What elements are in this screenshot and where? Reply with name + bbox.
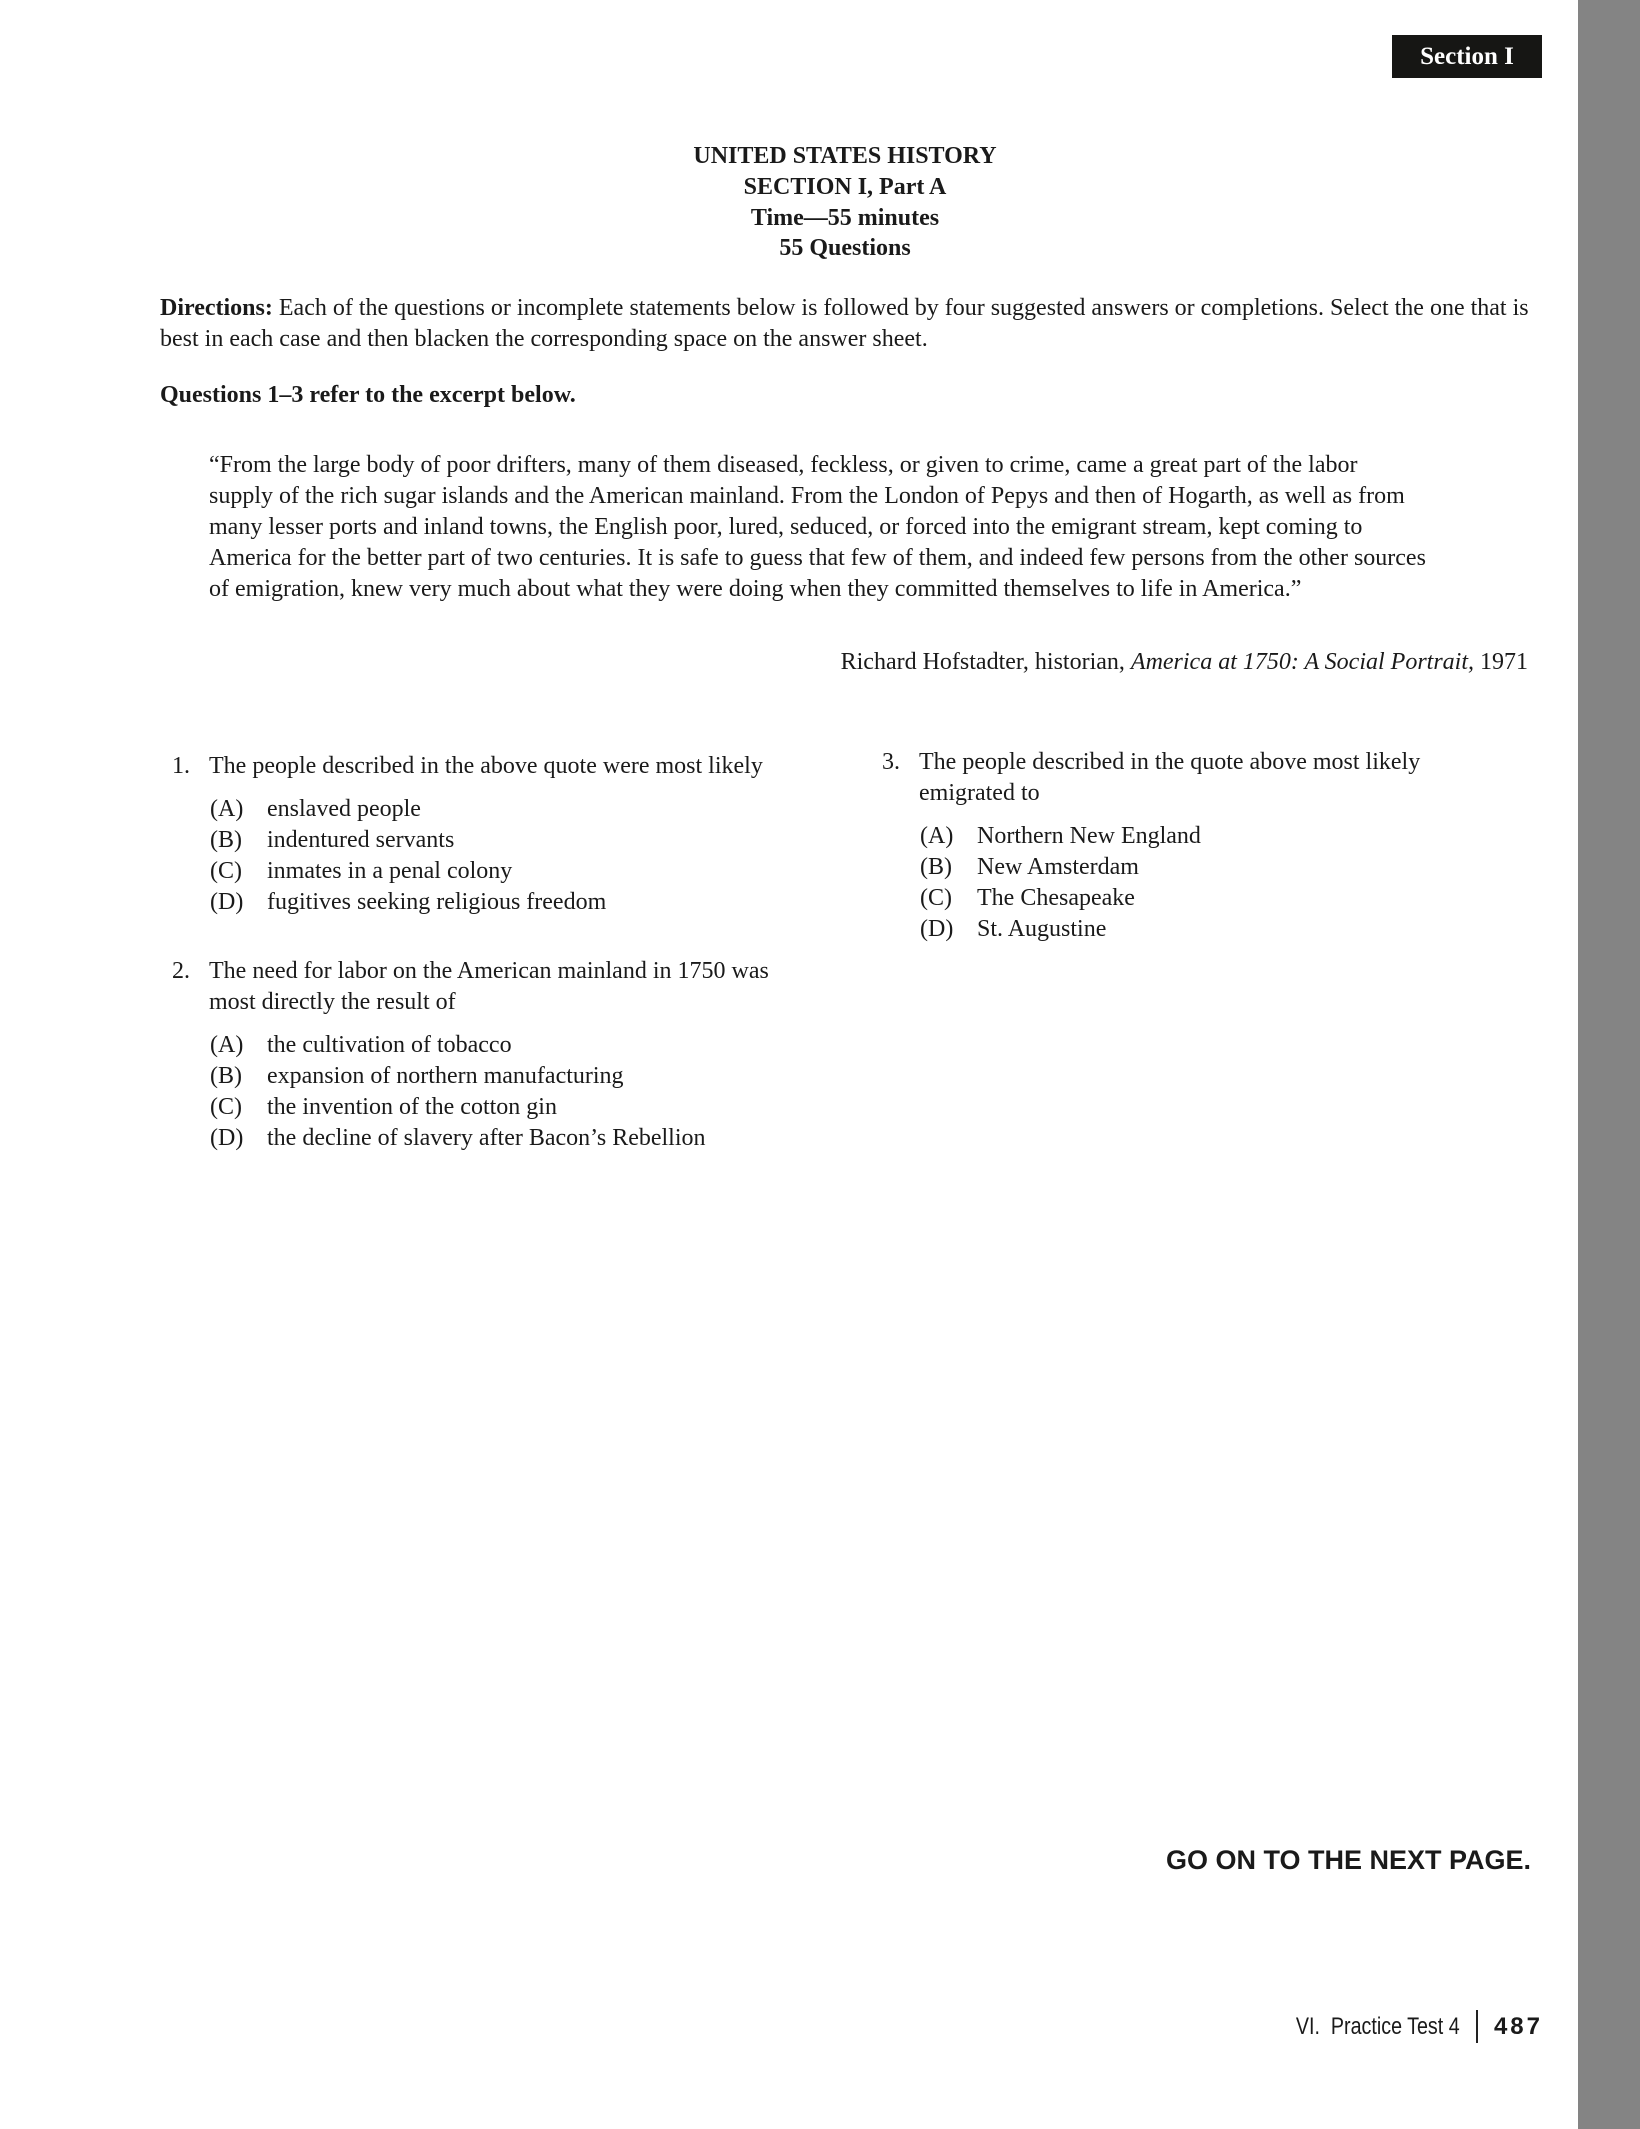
option-letter: (D) xyxy=(210,889,244,915)
option-text: the cultivation of tobacco xyxy=(267,1032,512,1058)
questions-refer-heading: Questions 1–3 refer to the excerpt below. xyxy=(160,382,576,408)
answer-option-a[interactable] xyxy=(882,821,1420,852)
option-letter: (D) xyxy=(920,916,954,942)
page-footer xyxy=(1260,2010,1543,2043)
answer-option-d[interactable] xyxy=(882,914,1420,945)
option-text: the decline of slavery after Bacon’s Rebellion xyxy=(267,1125,706,1151)
answer-option-b[interactable] xyxy=(882,852,1420,883)
answer-option-c[interactable] xyxy=(882,883,1420,914)
title-question-count: 55 Questions xyxy=(779,235,911,262)
citation-author: Richard Hofstadter, historian, xyxy=(840,649,1131,675)
page-edge-band xyxy=(1578,0,1640,2129)
citation-year: 1971 xyxy=(1474,649,1528,675)
question-3 xyxy=(882,747,1420,945)
option-letter: (A) xyxy=(210,796,244,822)
option-text: inmates in a penal colony xyxy=(267,858,513,884)
title-section: SECTION I, Part A xyxy=(743,173,947,200)
footer-divider xyxy=(1476,2010,1478,2043)
option-text: enslaved people xyxy=(267,796,421,822)
directions-text: Each of the questions or incomplete statements below is followed by four suggested answers or completions. Select the one that is best in each case and then blacken the corresponding space on the answer sheet. xyxy=(160,295,1529,352)
option-text: The Chesapeake xyxy=(977,885,1135,911)
stem-line: The people described in the above quote were most likely xyxy=(209,753,763,779)
answer-option-d[interactable] xyxy=(172,887,763,918)
option-letter: (C) xyxy=(210,858,242,884)
answer-option-c[interactable] xyxy=(172,856,763,887)
section-tab xyxy=(1392,35,1542,78)
option-text: expansion of northern manufacturing xyxy=(267,1063,624,1089)
go-on-notice: GO ON TO THE NEXT PAGE. xyxy=(1165,1845,1531,1875)
option-text: indentured servants xyxy=(267,827,455,853)
question-number: 3. xyxy=(882,749,900,775)
answer-option-a[interactable] xyxy=(172,794,763,825)
option-letter: (C) xyxy=(210,1094,242,1120)
stem-line: The people described in the quote above most likely xyxy=(919,749,1421,775)
question-2 xyxy=(172,956,769,1154)
stem-line: most directly the result of xyxy=(209,989,456,1015)
question-number: 1. xyxy=(172,753,190,779)
option-letter: (A) xyxy=(920,823,954,849)
page-title xyxy=(0,141,1640,264)
stem-line: emigrated to xyxy=(919,780,1040,806)
directions-label: Directions: xyxy=(160,295,273,321)
directions xyxy=(160,293,1530,355)
option-text: New Amsterdam xyxy=(977,854,1139,880)
excerpt-line: supply of the rich sugar islands and the American mainland. From the London of Pepys and then of Hogarth, as well as from xyxy=(209,483,1405,509)
excerpt-citation xyxy=(841,649,1528,676)
section-tab-label: Section I xyxy=(1420,42,1514,70)
excerpt xyxy=(209,450,1426,605)
title-subject: UNITED STATES HISTORY xyxy=(693,143,997,169)
title-time: Time—55 minutes xyxy=(750,204,940,231)
option-text: fugitives seeking religious freedom xyxy=(267,889,607,915)
excerpt-line: many lesser ports and inland towns, the English poor, lured, seduced, or forced into the emigrant stream, kept coming to xyxy=(209,514,1363,540)
option-text: the invention of the cotton gin xyxy=(267,1094,557,1120)
option-text: St. Augustine xyxy=(977,916,1107,942)
excerpt-line: of emigration, knew very much about what they were doing when they committed themselves to life in America.” xyxy=(209,576,1302,602)
option-letter: (B) xyxy=(210,1063,242,1089)
option-letter: (C) xyxy=(920,885,952,911)
excerpt-line: “From the large body of poor drifters, many of them diseased, feckless, or given to crime, came a great part of the labor xyxy=(209,452,1358,478)
answer-option-b[interactable] xyxy=(172,1061,769,1092)
answer-option-c[interactable] xyxy=(172,1092,769,1123)
question-number: 2. xyxy=(172,958,190,984)
answer-option-a[interactable] xyxy=(172,1030,769,1061)
option-text: Northern New England xyxy=(977,823,1201,849)
question-stem xyxy=(919,747,1420,809)
stem-line: The need for labor on the American mainland in 1750 was xyxy=(209,958,769,984)
option-letter: (B) xyxy=(920,854,952,880)
answer-option-d[interactable] xyxy=(172,1123,769,1154)
question-1 xyxy=(172,751,763,918)
excerpt-line: America for the better part of two centuries. It is safe to guess that few of them, and indeed few persons from the other sources xyxy=(209,545,1426,571)
option-letter: (B) xyxy=(210,827,242,853)
citation-title: America at 1750: A Social Portrait, xyxy=(1130,649,1474,675)
footer-chapter: VI. Practice Test 4 xyxy=(1296,2012,1460,2040)
option-letter: (A) xyxy=(210,1032,244,1058)
answer-option-b[interactable] xyxy=(172,825,763,856)
question-stem xyxy=(209,956,769,1018)
question-stem xyxy=(209,751,763,782)
page-number: 487 xyxy=(1493,2012,1543,2040)
option-letter: (D) xyxy=(210,1125,244,1151)
